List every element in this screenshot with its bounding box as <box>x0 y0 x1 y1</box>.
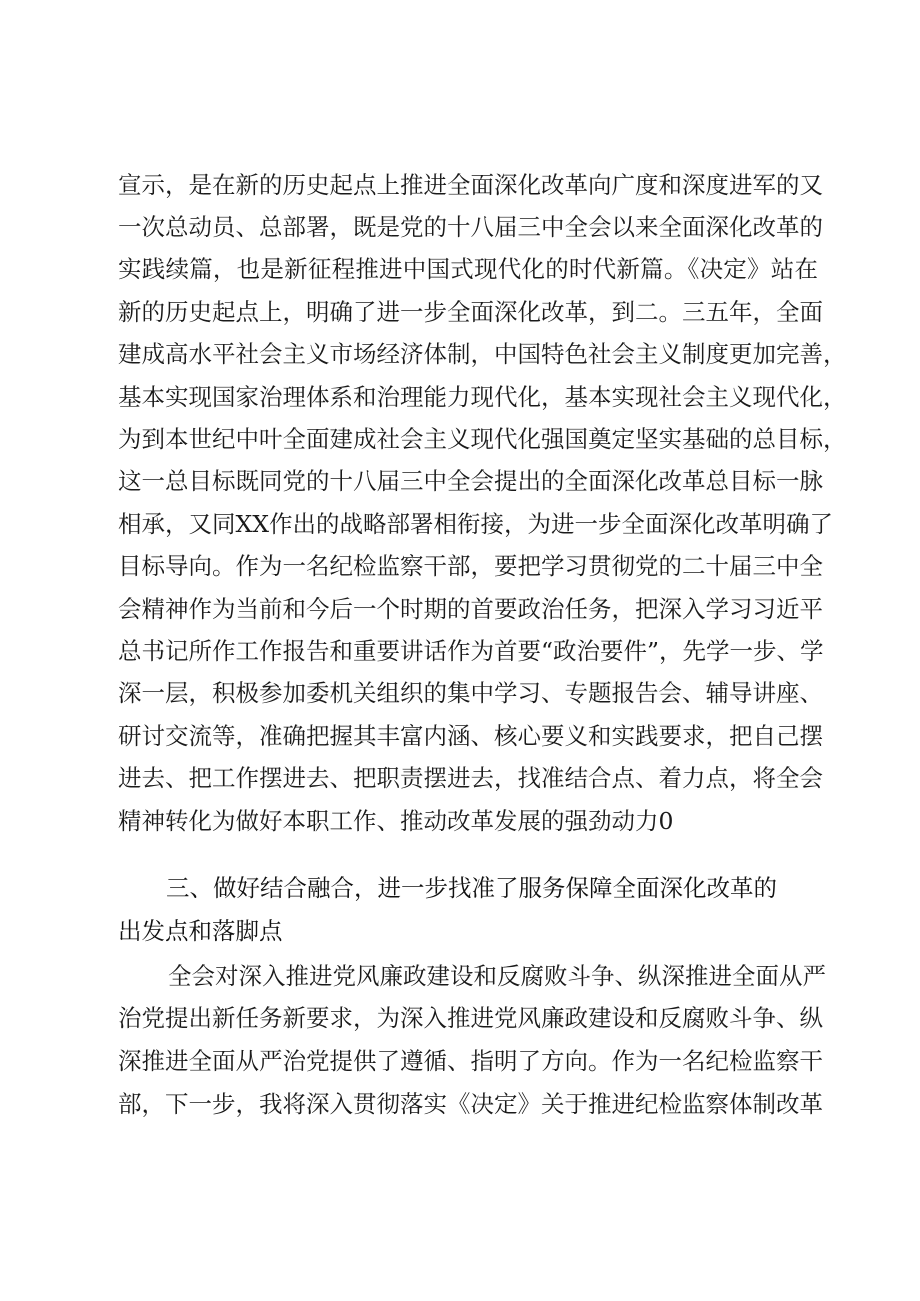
paragraph-line: 这一总目标既同党的十八届三中全会提出的全面深化改革总目标一脉 <box>118 467 823 495</box>
paragraph-line: 建成高水平社会主义市场经济体制，中国特色社会主义制度更加完善， <box>118 340 847 368</box>
section-heading-line-1: 三、做好结合融合，进一步找准了服务保障全面深化改革的 <box>166 874 777 902</box>
paragraph-line: 会精神作为当前和今后一个时期的首要政治任务，把深入学习习近平 <box>118 595 823 623</box>
paragraph-line: 一次总动员、总部署，既是党的十八届三中全会以来全面深化改革的 <box>118 213 823 241</box>
paragraph-line: 治党提出新任务新要求，为深入推进党风廉政建设和反腐败斗争、纵 <box>118 1004 823 1032</box>
paragraph-line: 总书记所作工作报告和重要讲话作为首要“政治要件”，先学一步、学 <box>118 637 824 665</box>
paragraph-line: 为到本世纪中叶全面建成社会主义现代化强国奠定坚实基础的总目标， <box>118 425 847 453</box>
paragraph-line: 实践续篇，也是新征程推进中国式现代化的时代新篇。《决定》站在 <box>118 255 818 283</box>
paragraph-line: 目标导向。作为一名纪检监察干部，要把学习贯彻党的二十届三中全 <box>118 552 823 580</box>
paragraph-line: 进去、把工作摆进去、把职责摆进去，找准结合点、着力点，将全会 <box>118 764 823 792</box>
section-heading-line-2: 出发点和落脚点 <box>118 917 283 945</box>
paragraph-line: 相承，又同XX作出的战略部署相衔接，为进一步全面深化改革明确了 <box>118 510 833 538</box>
paragraph-line: 部，下一步，我将深入贯彻落实《决定》关于推进纪检监察体制改革 <box>118 1090 823 1118</box>
paragraph-line: 精神转化为做好本职工作、推动改革发展的强劲动力0 <box>118 807 674 835</box>
paragraph-line: 新的历史起点上，明确了进一步全面深化改革，到二。三五年，全面 <box>118 298 823 326</box>
paragraph-line: 全会对深入推进党风廉政建设和反腐败斗争、纵深推进全面从严 <box>168 962 826 990</box>
paragraph-line: 研讨交流等，准确把握其丰富内涵、核心要义和实践要求，把自己摆 <box>118 722 823 750</box>
paragraph-line: 深一层，积极参加委机关组织的集中学习、专题报告会、辅导讲座、 <box>118 679 823 707</box>
paragraph-line: 基本实现国家治理体系和治理能力现代化，基本实现社会主义现代化， <box>118 383 847 411</box>
paragraph-line: 深推进全面从严治党提供了遵循、指明了方向。作为一名纪检监察干 <box>118 1047 823 1075</box>
paragraph-line: 宣示，是在新的历史起点上推进全面深化改革向广度和深度进军的又 <box>118 171 823 199</box>
